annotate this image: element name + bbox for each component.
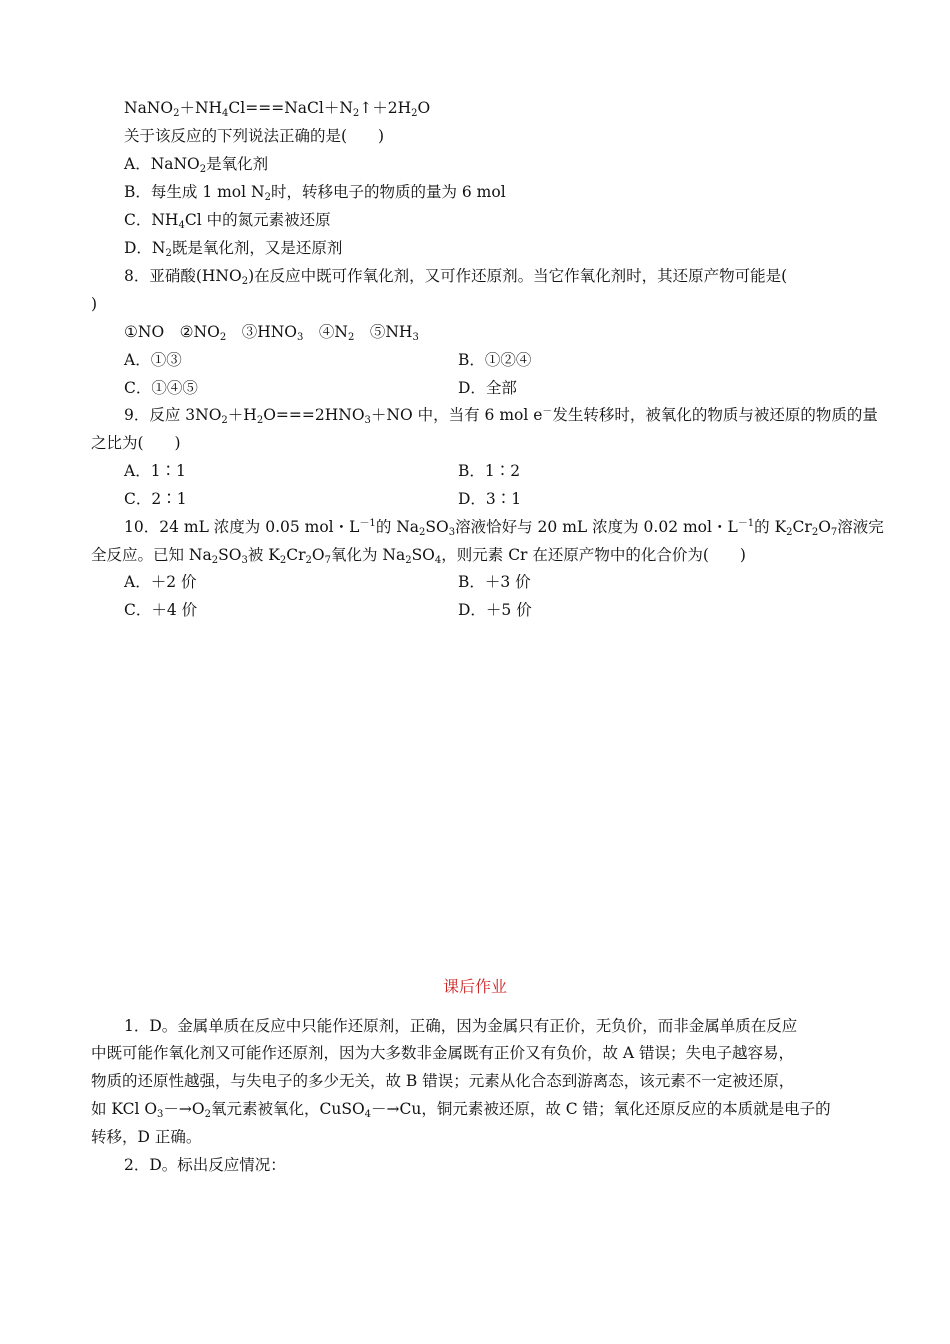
- answer-1-line-3: 物质的还原性越强，与失电子的多少无关，故 B 错误；元素从化合态到游离态，该元素不一定被还原，: [91, 1072, 795, 1090]
- question-8-items: ①NO $②NO_2$ $③HNO_3$ $④N_2$ $⑤NH_3$: [124, 323, 419, 343]
- answer-1-line-5: 转移，D 正确。: [91, 1128, 202, 1146]
- section-title: 课后作业: [442, 977, 507, 996]
- q9-option-b: B．1∶2: [458, 462, 521, 480]
- question-10: 10．24 mL 浓度为 0.05 mol・$L^{-1}$的 $Na_2SO_3$溶液恰好与 20 mL 浓度为 0.02 mol・$L^{-1}$的 $K_2Cr_2O_7$溶液完: [124, 518, 884, 538]
- question-8: 8．亚硝酸$(HNO_2)$在反应中既可作氧化剂，又可作还原剂。当它作氧化剂时，其还原产物可能是(: [124, 267, 788, 287]
- q10-option-a: A．＋2 价: [124, 573, 197, 591]
- q8-option-d: D．全部: [458, 379, 517, 397]
- question-9: 9．反应 $3NO_2+H_2O===2HNO_3+NO$ 中，当有 6 mol e－发生转移时，被氧化的物质与被还原的物质的量: [124, 406, 878, 426]
- q8-option-b: B．①②④: [458, 351, 532, 369]
- option-a: A．NaNO$_2$是氧化剂: [124, 155, 269, 175]
- answer-1-line-4: 如 KCl $O_3-\to O_2$氧元素被氧化，CuSO$_4$－→Cu，铜元素被还原，故 C 错；氧化还原反应的本质就是电子的: [91, 1100, 831, 1120]
- q10-option-c: C．＋4 价: [124, 601, 198, 619]
- answer-1-line-1: 1．D。金属单质在反应中只能作还原剂，正确，因为金属只有正价，无负价，而非金属单质在反应: [124, 1017, 798, 1035]
- q10-option-b: B．＋3 价: [458, 573, 531, 591]
- option-b: B．每生成 1 mol $N_2$时，转移电子的物质的量为 6 mol: [124, 183, 506, 203]
- reaction-equation: $NaNO_2+NH_4Cl===NaCl+N_2↑+2H_2O$: [124, 99, 431, 119]
- answer-2: 2．D。标出反应情况：: [124, 1156, 286, 1174]
- question-10-cont: 全反应。已知 $Na_2SO_3$被 $K_2Cr_2O_7$氧化为 $Na_2SO_4$，则元素 Cr 在还原产物中的化合价为( ): [91, 546, 746, 566]
- question-8-cont: ): [91, 295, 98, 313]
- question-stem: 关于该反应的下列说法正确的是( ): [124, 127, 385, 145]
- q8-option-c: C．①④⑤: [124, 379, 198, 397]
- question-9-cont: 之比为( ): [91, 434, 181, 452]
- q8-option-a: A．①③: [124, 351, 182, 369]
- q10-option-d: D．＋5 价: [458, 601, 532, 619]
- option-d: D．$N_2$既是氧化剂，又是还原剂: [124, 239, 343, 259]
- answer-1-line-2: 中既可能作氧化剂又可能作还原剂，因为大多数非金属既有正价又有负价，故 A 错误；失电子越容易，: [91, 1044, 795, 1062]
- option-c: C．$NH_4Cl$ 中的氮元素被还原: [124, 211, 331, 231]
- q9-option-d: D．3∶1: [458, 490, 522, 508]
- q9-option-c: C．2∶1: [124, 490, 187, 508]
- q9-option-a: A．1∶1: [124, 462, 186, 480]
